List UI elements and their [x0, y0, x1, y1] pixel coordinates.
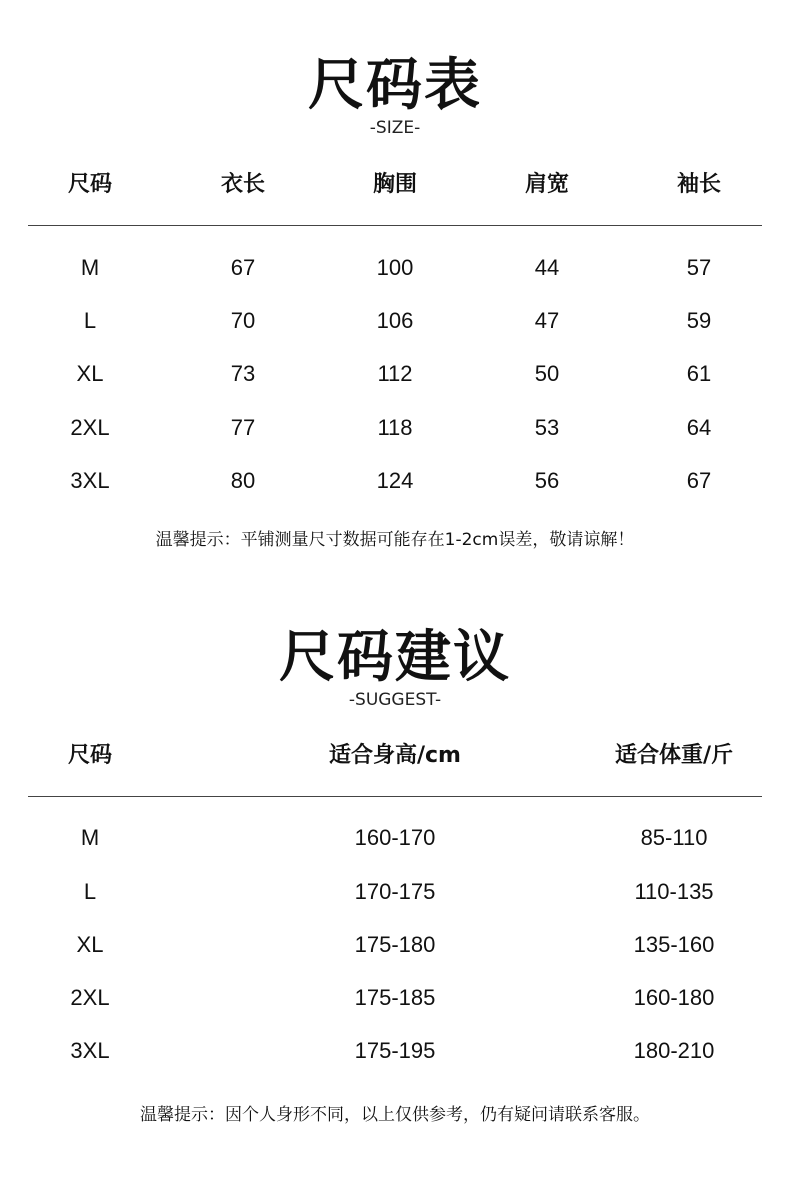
size-cell: XL: [76, 932, 104, 957]
chest-cell: 118: [377, 415, 413, 440]
chest-cell: 100: [376, 255, 414, 280]
shoulder-cell: 53: [534, 415, 560, 440]
height-cell: 175-180: [354, 932, 436, 957]
weight-cell: 110-135: [634, 879, 714, 904]
suggest-table-divider: [28, 796, 762, 797]
size-table-note: 温馨提示：平铺测量尺寸数据可能存在1-2cm误差，敬请谅解！: [155, 530, 635, 550]
suggest-table-subtitle: -SUGGEST-: [348, 690, 442, 710]
suggest-header-height: 适合身高/cm: [328, 743, 461, 768]
size-header-length: 衣长: [220, 172, 265, 197]
length-cell: 70: [230, 308, 256, 333]
size-cell: L: [83, 308, 97, 333]
shoulder-cell: 56: [534, 468, 560, 493]
suggest-header-size: 尺码: [67, 743, 112, 768]
size-cell: 3XL: [70, 468, 110, 493]
weight-cell: 160-180: [633, 985, 715, 1010]
size-cell: 3XL: [70, 1038, 110, 1063]
size-table-divider: [28, 225, 762, 226]
suggest-header-weight: 适合体重/斤: [614, 743, 734, 768]
length-cell: 77: [230, 415, 256, 440]
chest-cell: 112: [377, 361, 413, 386]
sleeve-cell: 59: [686, 308, 712, 333]
shoulder-cell: 47: [534, 308, 560, 333]
chest-cell: 124: [376, 468, 414, 493]
height-cell: 175-185: [354, 985, 436, 1010]
weight-cell: 135-160: [633, 932, 715, 957]
shoulder-cell: 50: [534, 361, 560, 386]
weight-cell: 85-110: [640, 825, 708, 850]
sleeve-cell: 64: [686, 415, 712, 440]
size-table-subtitle: -SIZE-: [369, 118, 421, 138]
size-header-sleeve: 袖长: [676, 172, 721, 197]
sleeve-cell: 67: [686, 468, 712, 493]
height-cell: 170-175: [354, 879, 436, 904]
size-header-size: 尺码: [67, 172, 112, 197]
length-cell: 73: [230, 361, 256, 386]
suggest-table-title: 尺码建议: [279, 625, 511, 690]
sleeve-cell: 61: [686, 361, 712, 386]
weight-cell: 180-210: [633, 1038, 715, 1063]
length-cell: 67: [230, 255, 256, 280]
shoulder-cell: 44: [534, 255, 560, 280]
length-cell: 80: [230, 468, 256, 493]
size-cell: M: [80, 825, 100, 850]
size-header-chest: 胸围: [372, 172, 417, 197]
size-table-title: 尺码表: [308, 53, 482, 118]
size-cell: 2XL: [70, 415, 110, 440]
suggest-table-note: 温馨提示：因个人身形不同，以上仅供参考，仍有疑问请联系客服。: [140, 1105, 650, 1125]
height-cell: 175-195: [354, 1038, 436, 1063]
sleeve-cell: 57: [686, 255, 712, 280]
chest-cell: 106: [376, 308, 414, 333]
size-cell: L: [83, 879, 97, 904]
size-cell: M: [80, 255, 100, 280]
size-cell: XL: [76, 361, 104, 386]
size-header-shoulder: 肩宽: [524, 172, 569, 197]
height-cell: 160-170: [354, 825, 436, 850]
size-cell: 2XL: [70, 985, 110, 1010]
